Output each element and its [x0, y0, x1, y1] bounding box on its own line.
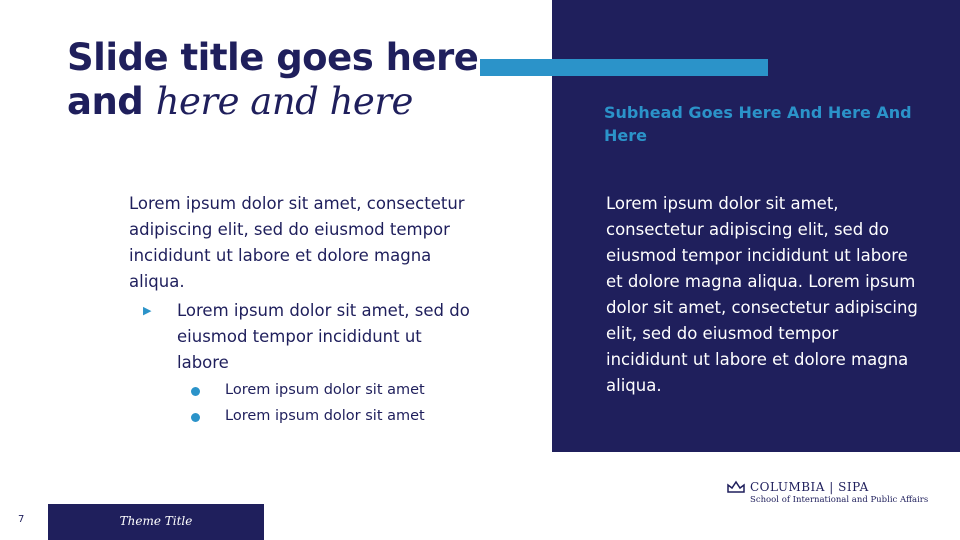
crown-icon [726, 480, 746, 494]
subhead: Subhead Goes Here And Here And Here [604, 103, 912, 145]
bullet-level3 [129, 379, 474, 402]
bullet-level2 [129, 298, 474, 376]
columbia-sipa-logo [726, 480, 929, 510]
bullet-level2-text: Lorem ipsum dolor sit amet, sed do eiusmod tempor incididunt ut labore [177, 301, 470, 372]
theme-title: Theme Title [119, 514, 193, 528]
accent-bar [480, 59, 768, 76]
body-paragraph: Lorem ipsum dolor sit amet, consectetur adipiscing elit, sed do eiusmod tempor incididunt ut labore et dolore magna aliqua. [129, 194, 465, 291]
bullet-level3-text: Lorem ipsum dolor sit amet [225, 408, 425, 424]
footer-theme-bar [48, 504, 264, 540]
bullet-level3 [129, 405, 474, 428]
page-number: 7 [18, 514, 25, 525]
logo-subtitle: School of International and Public Affairs [750, 495, 929, 505]
right-body-text: Lorem ipsum dolor sit amet, consectetur adipiscing elit, sed do eiusmod tempor incididunt ut labore et dolore magna aliqua. Lorem ipsum dolor sit amet, consectetur adipiscing elit, sed do eiusmod tempor incididunt ut labore et dolore magna aliqua. [606, 194, 918, 395]
left-body-text [129, 191, 474, 428]
slide-title [67, 36, 487, 124]
slide-title-bold-word: and [67, 80, 144, 123]
slide-title-line1: Slide title goes here [67, 36, 479, 79]
slide-title-line2 [67, 80, 487, 124]
triangle-bullet-icon: ▶ [143, 304, 152, 317]
dot-bullet-icon [191, 387, 200, 396]
bullet-level3-text: Lorem ipsum dolor sit amet [225, 382, 425, 398]
dot-bullet-icon [191, 413, 200, 422]
logo-name: COLUMBIA | SIPA [750, 480, 869, 494]
slide-title-italic: here and here [155, 80, 413, 123]
